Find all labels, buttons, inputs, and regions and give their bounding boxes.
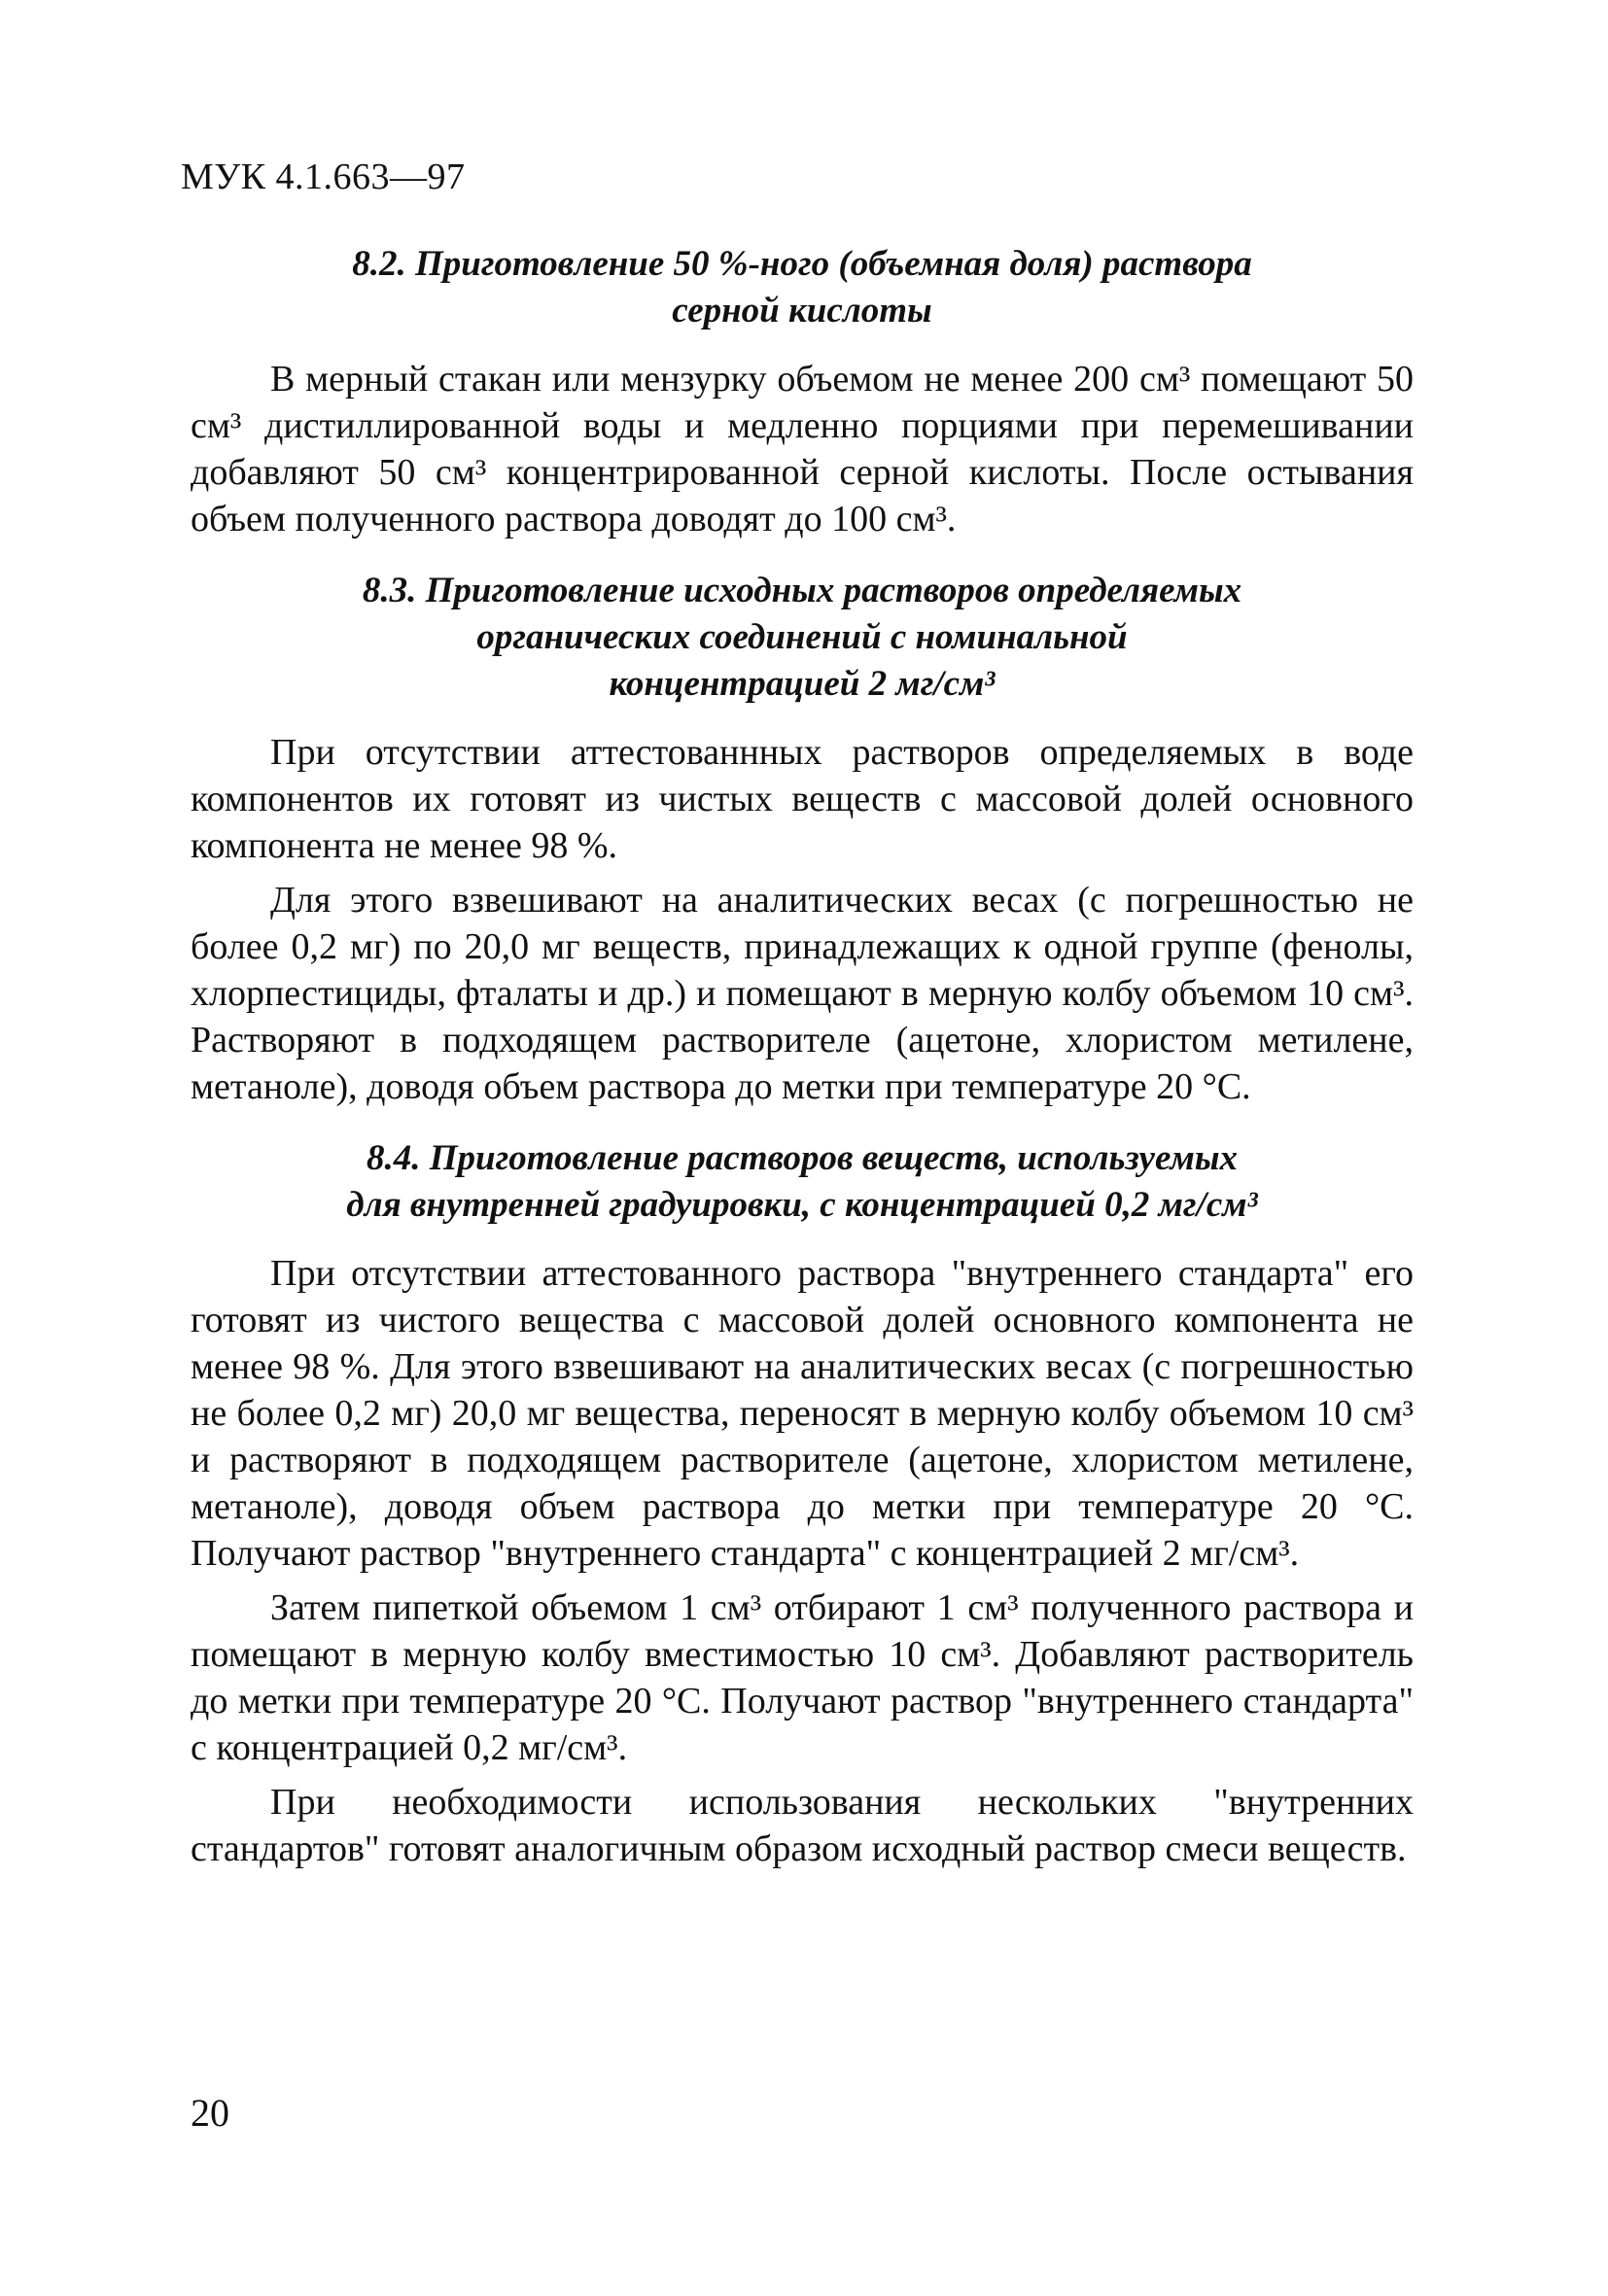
paragraph: Для этого взвешивают на аналитических весах (с погрешностью не более 0,2 мг) по 20,0 мг веществ, принадлежащих к одной группе (фенолы, хлорпестициды, фталаты и др.) и помещают в мерную колбу объемом 10 см³. Растворяют в подходящем растворителе (ацетоне, хлористом метилене, метаноле), доводя объем раствора до метки при температуре 20 °С.: [191, 880, 1414, 1107]
page-number: 20: [191, 2091, 229, 2135]
section-8-2: [191, 241, 1414, 542]
section-8-4: [191, 1135, 1414, 1872]
section-heading: [191, 1135, 1414, 1229]
heading-line: концентрацией 2 мг/см³: [609, 664, 996, 704]
section-heading: [191, 241, 1414, 334]
heading-line: 8.2. Приготовление 50 %-ного (объемная доля) раствора: [352, 244, 1252, 284]
paragraph: В мерный стакан или мензурку объемом не менее 200 см³ помещают 50 см³ дистиллированной воды и медленно порциями при перемешивании добавляют 50 см³ концентрированной серной кислоты. После остывания объем полученного раствора доводят до 100 см³.: [191, 359, 1414, 539]
heading-line: 8.3. Приготовление исходных растворов определяемых: [362, 571, 1242, 610]
page-content: [191, 241, 1414, 1880]
heading-line: для внутренней градуировки, с концентрацией 0,2 мг/см³: [346, 1185, 1258, 1225]
running-head: МУК 4.1.663—97: [181, 157, 466, 197]
heading-line: серной кислоты: [672, 291, 932, 330]
section-heading: [191, 568, 1414, 708]
section-8-3: [191, 568, 1414, 1110]
heading-line: 8.4. Приготовление растворов веществ, используемых: [367, 1138, 1238, 1178]
heading-line: органических соединений с номинальной: [476, 617, 1128, 657]
paragraph: При необходимости использования нескольких "внутренних стандартов" готовят аналогичным образом исходный раствор смеси веществ.: [191, 1782, 1414, 1869]
paragraph: При отсутствии аттестованнных растворов определяемых в воде компонентов их готовят из чистых веществ с массовой долей основного компонента не менее 98 %.: [191, 732, 1414, 866]
paragraph: При отсутствии аттестованного раствора "внутреннего стандарта" его готовят из чистого вещества с массовой долей основного компонента не менее 98 %. Для этого взвешивают на аналитических весах (с погрешностью не более 0,2 мг) 20,0 мг вещества, переносят в мерную колбу объемом 10 см³ и растворяют в подходящем растворителе (ацетоне, хлористом метилене, метаноле), доводя объем раствора до метки при температуре 20 °С. Получают раствор "внутреннего стандарта" с концентрацией 2 мг/см³.: [191, 1253, 1414, 1574]
paragraph: Затем пипеткой объемом 1 см³ отбирают 1 см³ полученного раствора и помещают в мерную колбу вместимостью 10 см³. Добавляют растворитель до метки при температуре 20 °С. Получают раствор "внутреннего стандарта" с концентрацией 0,2 мг/см³.: [191, 1587, 1414, 1768]
